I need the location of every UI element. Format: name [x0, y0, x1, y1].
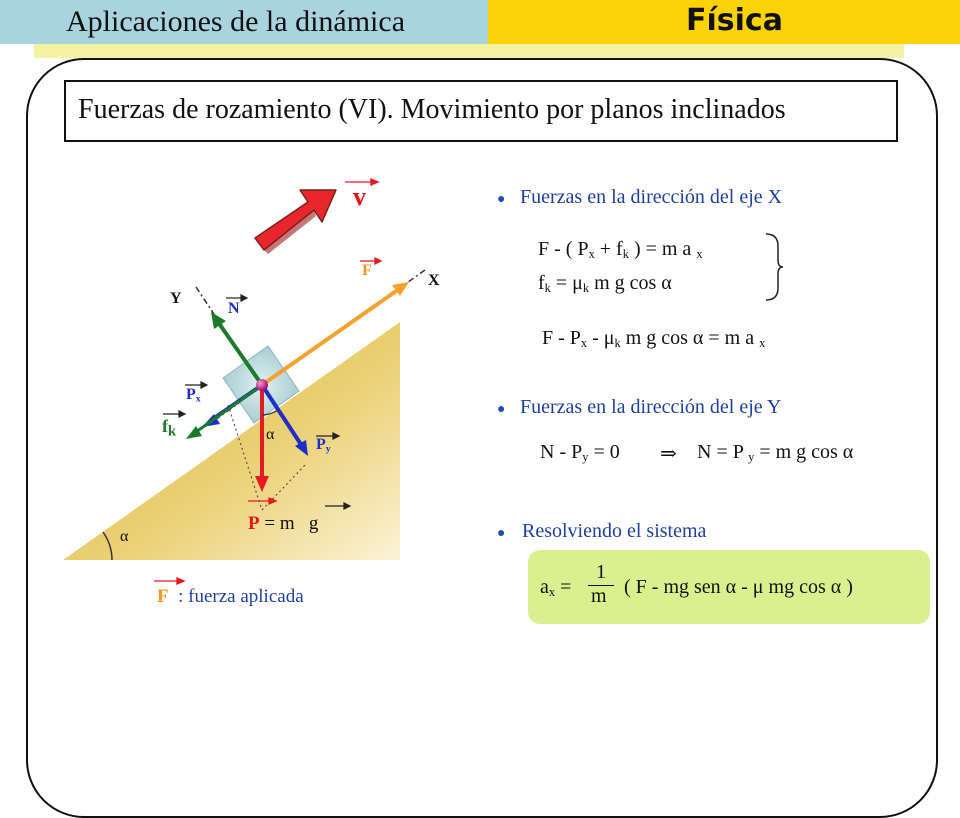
velocity-arrow	[255, 190, 336, 250]
x-axis-label: X	[428, 272, 440, 289]
section-y-eq1: $N - P_y = 0$	[540, 441, 620, 465]
px-label: $P_x$	[186, 386, 201, 405]
py-label: $P_y$	[316, 436, 331, 455]
weight-formula: P = m g	[248, 513, 319, 534]
bullet-icon: ●	[497, 526, 506, 541]
alpha-label-vector: α	[266, 426, 275, 443]
section-x-eq1: F - ( $P_x + f_k$ ) = m a $_x$	[538, 238, 703, 262]
subject-label: Física	[686, 3, 783, 38]
friction-label: $f_k$	[162, 416, 177, 440]
implies-icon: ⇒	[660, 443, 677, 465]
y-axis-label: Y	[170, 290, 182, 307]
slide-title: Fuerzas de rozamiento (VI). Movimiento por planos inclinados	[78, 94, 786, 125]
section-y-heading: Fuerzas en la dirección del eje Y	[520, 396, 782, 418]
system-brace	[764, 232, 784, 302]
incline	[63, 322, 400, 560]
force-F-label: F	[362, 262, 372, 279]
center-of-mass-dot	[256, 379, 268, 391]
result-rhs: ( F - mg sen α - μ mg cos α )	[624, 576, 853, 598]
result-lhs: $a_x$ =	[540, 576, 572, 600]
bullet-icon: ●	[497, 402, 506, 417]
section-sol-heading: Resolviendo el sistema	[522, 520, 707, 542]
bullet-icon: ●	[497, 192, 506, 207]
normal-label: N	[228, 300, 240, 317]
normal-arrowhead	[211, 312, 226, 329]
fraction-denominator: m	[591, 585, 607, 607]
velocity-label: v	[353, 182, 366, 211]
alpha-label-base: α	[120, 528, 129, 545]
app-title: Aplicaciones de la dinámica	[66, 5, 406, 38]
section-y-eq2: N = P $_y$ = m g cos α	[697, 441, 854, 465]
force-legend: F : fuerza aplicada	[157, 586, 304, 607]
section-x-eq2: $f_k = \mu_k$ m g cos α	[538, 272, 672, 296]
fraction-numerator: 1	[596, 561, 606, 583]
section-x-heading: Fuerzas en la dirección del eje X	[520, 186, 783, 208]
section-x-eq3: F - $P_x - \mu_k$ m g cos α = m a $_x$	[542, 327, 766, 351]
